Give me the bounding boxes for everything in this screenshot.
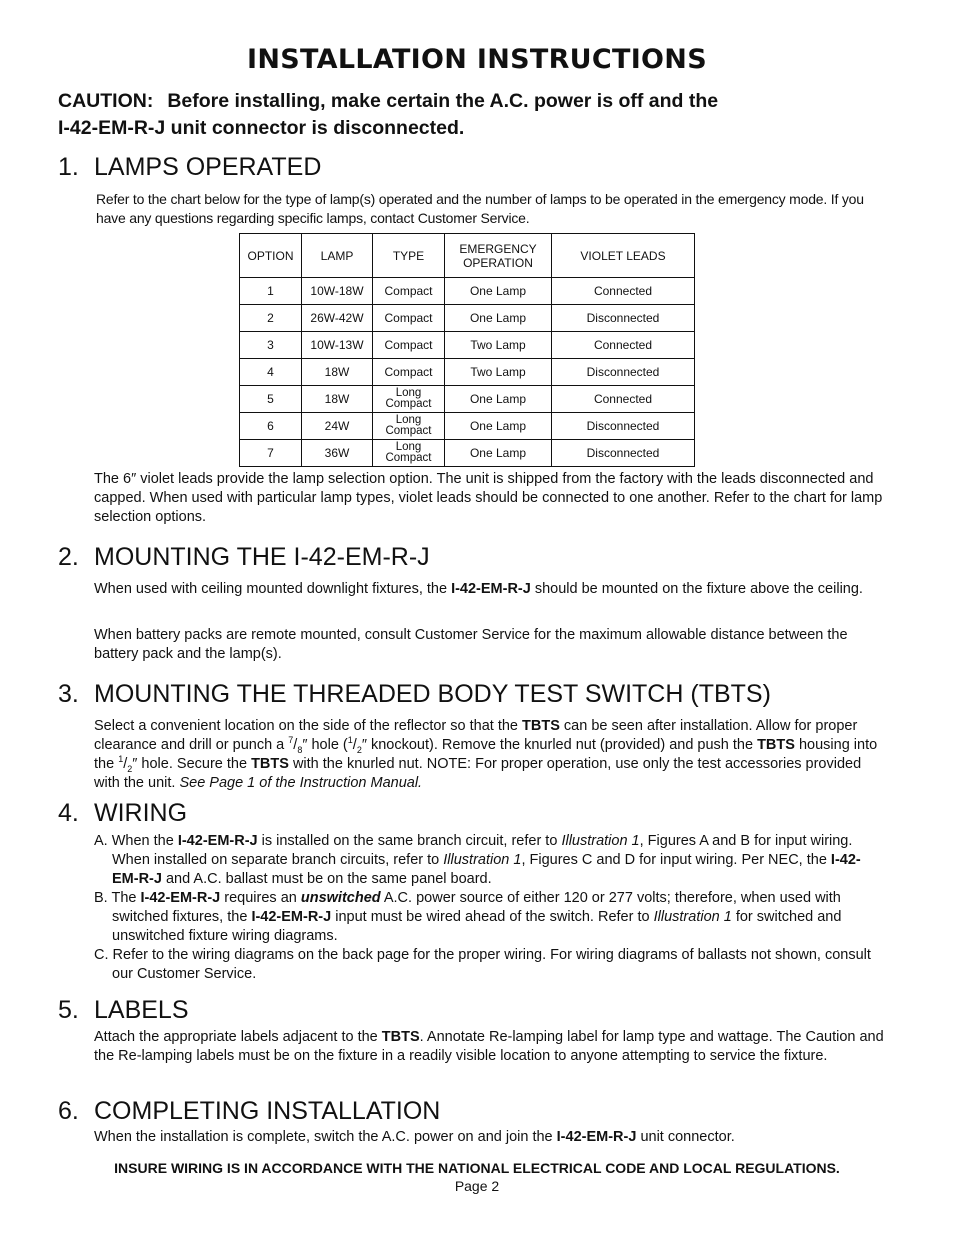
caution-label: CAUTION:	[58, 90, 154, 112]
table-header-row	[240, 234, 695, 278]
table-row	[240, 278, 695, 305]
table-cell: 26W-42W	[302, 305, 373, 332]
section-2-heading: 2. MOUNTING THE I-42-EM-R-J	[58, 543, 430, 571]
section-2-paragraph-2: When battery packs are remote mounted, consult Customer Service for the maximum allowable distance between the battery pack and the lamp(s).	[94, 627, 848, 662]
table-cell: One Lamp	[445, 413, 552, 440]
section-4-list	[94, 832, 884, 984]
table-cell: Two Lamp	[445, 359, 552, 386]
table-header-cell: OPTION	[240, 234, 302, 278]
table-cell: One Lamp	[445, 386, 552, 413]
table-cell: 24W	[302, 413, 373, 440]
table-cell: Long Compact	[373, 413, 445, 440]
wiring-item-b: B. The I-42-EM-R-J requires an unswitched A.C. power source of either 120 or 277 volts; therefore, when used with switched fixtures, the I-42-EM-R-J input must be wired ahead of the switch. Refer to Illustration 1 for switched and unswitched fixture wiring diagrams.	[94, 890, 842, 944]
caution-notice	[58, 88, 918, 142]
table-cell: 2	[240, 305, 302, 332]
table-cell: Disconnected	[552, 413, 695, 440]
table-cell: Connected	[552, 278, 695, 305]
code-compliance-footer: INSURE WIRING IS IN ACCORDANCE WITH THE NATIONAL ELECTRICAL CODE AND LOCAL REGULATIONS.	[114, 1160, 840, 1176]
table-cell: Long Compact	[373, 440, 445, 467]
table-row	[240, 386, 695, 413]
table-cell: 18W	[302, 386, 373, 413]
section-1-intro: Refer to the chart below for the type of lamp(s) operated and the number of lamps to be operated in the emergency mode. If you have any questions regarding specific lamps, contact Customer Service.	[96, 191, 864, 226]
section-5-paragraph: Attach the appropriate labels adjacent to the TBTS. Annotate Re-lamping label for lamp type and wattage. The Caution and the Re-lamping labels must be on the fixture in a readily visible location to anyone attempting to service the fixture.	[94, 1029, 884, 1064]
table-cell: 10W-13W	[302, 332, 373, 359]
table-row	[240, 332, 695, 359]
section-2-paragraph-1: When used with ceiling mounted downlight fixtures, the I-42-EM-R-J should be mounted on the fixture above the ceiling.	[94, 581, 863, 597]
table-row	[240, 359, 695, 386]
caution-text-2: I-42-EM-R-J unit connector is disconnected.	[58, 117, 465, 139]
section-6-paragraph: When the installation is complete, switch the A.C. power on and join the I-42-EM-R-J unit connector.	[94, 1129, 735, 1145]
table-header-cell: LAMP	[302, 234, 373, 278]
section-4-heading: 4. WIRING	[58, 799, 188, 827]
table-row	[240, 440, 695, 467]
table-cell: Compact	[373, 305, 445, 332]
unit-name: I-42-EM-R-J	[451, 581, 531, 597]
table-cell: 5	[240, 386, 302, 413]
table-cell: 6	[240, 413, 302, 440]
section-6-heading: 6. COMPLETING INSTALLATION	[58, 1097, 441, 1125]
wiring-item-a: A. When the I-42-EM-R-J is installed on the same branch circuit, refer to Illustration 1, Figures A and B for input wiring. When installed on separate branch circuits, refer to Illustration 1, Figures C and D for input wiring. Per NEC, the I-42-EM-R-J and A.C. ballast must be on the same panel board.	[94, 833, 861, 887]
page-number: Page 2	[454, 1178, 500, 1194]
table-cell: Disconnected	[552, 305, 695, 332]
table-cell: 3	[240, 332, 302, 359]
table-cell: Two Lamp	[445, 332, 552, 359]
section-3-heading: 3. MOUNTING THE THREADED BODY TEST SWITCH (TBTS)	[58, 680, 771, 708]
wiring-item-c: C. Refer to the wiring diagrams on the back page for the proper wiring. For wiring diagrams of ballasts not shown, consult our Customer Service.	[94, 947, 871, 982]
table-cell: Compact	[373, 359, 445, 386]
table-cell: Compact	[373, 278, 445, 305]
table-row	[240, 413, 695, 440]
table-cell: 18W	[302, 359, 373, 386]
page-title: INSTALLATION INSTRUCTIONS	[247, 44, 707, 75]
table-header-cell: EMERGENCY OPERATION	[445, 234, 552, 278]
section-1-heading: 1. LAMPS OPERATED	[58, 153, 322, 181]
table-header-cell: VIOLET LEADS	[552, 234, 695, 278]
section-3-paragraph: Select a convenient location on the side of the reflector so that the TBTS can be seen after installation. Allow for proper clearance and drill or punch a $^7/_8''$ hole ($^1/_2''$ knockout). Remove the knurled nut (provided) and push the TBTS housing into the $^1/_2''$ hole. Secure the TBTS with the knurled nut. NOTE: For proper operation, use only the test accessories provided with the unit. See Page 1 of the Instruction Manual.	[94, 718, 878, 791]
caution-text-1: Before installing, make certain the A.C. power is off and the	[167, 90, 719, 112]
table-header-cell: TYPE	[373, 234, 445, 278]
section-1-leads-note: The 6″ violet leads provide the lamp selection option. The unit is shipped from the factory with the leads disconnected and capped. When used with particular lamp types, violet leads should be connected to one another. Refer to the chart for lamp selection options.	[94, 471, 883, 525]
table-cell: Long Compact	[373, 386, 445, 413]
table-cell: 1	[240, 278, 302, 305]
table-cell: Disconnected	[552, 359, 695, 386]
table-cell: One Lamp	[445, 278, 552, 305]
table-cell: Disconnected	[552, 440, 695, 467]
table-cell: 36W	[302, 440, 373, 467]
table-cell: One Lamp	[445, 440, 552, 467]
table-cell: 4	[240, 359, 302, 386]
lamp-options-table	[239, 233, 695, 467]
section-5-heading: 5. LABELS	[58, 996, 189, 1024]
table-cell: 7	[240, 440, 302, 467]
table-cell: One Lamp	[445, 305, 552, 332]
table-cell: Connected	[552, 332, 695, 359]
table-cell: Connected	[552, 386, 695, 413]
table-row	[240, 305, 695, 332]
table-cell: 10W-18W	[302, 278, 373, 305]
table-cell: Compact	[373, 332, 445, 359]
